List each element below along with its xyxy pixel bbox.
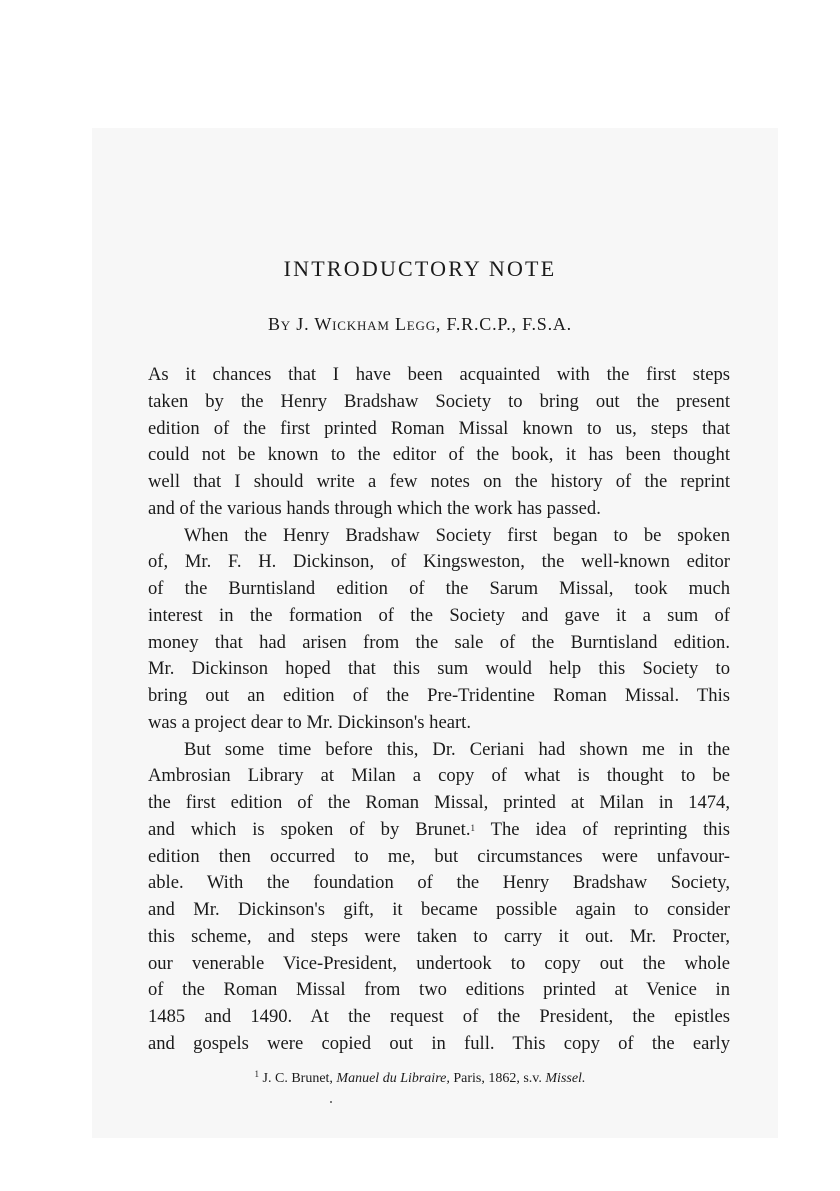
paragraph-3-line-11: 1485 and 1490. At the request of the President, the epistles — [148, 1006, 730, 1027]
paragraph-2-line-2: of, Mr. F. H. Dickinson, of Kingsweston, the well-known editor — [148, 551, 730, 573]
paragraph-1-line-3: edition of the first printed Roman Missal known to us, steps that — [148, 417, 730, 439]
paragraph-3-line-4-head: and which is spoken of by Brunet. — [148, 818, 471, 840]
footnote-author: J. C. Brunet, — [262, 1071, 333, 1086]
footnote-place-year: Paris, 1862, s.v. — [453, 1071, 542, 1086]
byline-text: By J. Wickham Legg, F.R.C.P., F.S.A. — [268, 314, 572, 334]
paragraph-3-line-10: of the Roman Missal from two editions printed at Venice in — [148, 979, 730, 1001]
paragraph-3-line-6: able. With the foundation of the Henry Bradshaw Society, — [148, 872, 730, 894]
footnote-work-title: Manuel du Libraire, — [336, 1071, 450, 1086]
footnote-mark: 1 — [254, 1069, 260, 1079]
paragraph-2-line-6: Mr. Dickinson hoped that this sum would help this Society to — [148, 658, 730, 680]
paragraph-3-line-1: But some time before this, Dr. Ceriani had shown me in the — [184, 738, 730, 760]
paragraph-3-line-5: edition then occurred to me, but circumstances were unfavour- — [148, 845, 730, 867]
paragraph-1-line-5: well that I should write a few notes on the history of the reprint — [148, 471, 730, 492]
body-text — [148, 362, 730, 1058]
page-title: INTRODUCTORY NOTE — [283, 256, 557, 281]
paragraph-3-line-12: and gospels were copied out in full. This copy of the early — [148, 1032, 730, 1054]
paragraph-2-line-7: bring out an edition of the Pre-Tridentine Roman Missal. This — [148, 685, 730, 706]
scan-speck — [330, 1101, 332, 1103]
paragraph-3-line-2: Ambrosian Library at Milan a copy of what is thought to be — [148, 765, 730, 787]
paragraph-1-line-6: and of the various hands through which the work has passed. — [148, 497, 601, 519]
paragraph-3-line-7: and Mr. Dickinson's gift, it became possible again to consider — [148, 899, 730, 920]
paragraph-2-line-4: interest in the formation of the Society and gave it a sum of — [148, 604, 730, 626]
paragraph-2-line-8: was a project dear to Mr. Dickinson's heart. — [148, 711, 471, 733]
paragraph-1-line-4: could not be known to the editor of the book, it has been thought — [148, 444, 730, 466]
footnote — [0, 1071, 840, 1087]
paragraph-2-line-5: money that had arisen from the sale of the Burntisland edition. — [148, 631, 730, 653]
paragraph-3-line-4 — [148, 817, 730, 844]
paragraph-2-line-1: When the Henry Bradshaw Society first began to be spoken — [184, 524, 730, 546]
footnote-reference-1: 1 — [470, 822, 475, 833]
paragraph-3-line-3: the first edition of the Roman Missal, printed at Milan in 1474, — [148, 792, 730, 813]
paragraph-3-line-9: our venerable Vice-President, undertook to copy out the whole — [148, 952, 730, 974]
paragraph-1-line-2: taken by the Henry Bradshaw Society to bring out the present — [148, 390, 730, 412]
paragraph-2-line-3: of the Burntisland edition of the Sarum Missal, took much — [148, 578, 730, 599]
paragraph-3-line-8: this scheme, and steps were taken to carry it out. Mr. Procter, — [148, 925, 730, 947]
paragraph-1-line-1: As it chances that I have been acquainted with the first steps — [148, 364, 730, 385]
footnote-entry: Missel. — [545, 1071, 586, 1086]
author-byline — [0, 314, 840, 335]
paragraph-3-line-4-tail: The idea of reprinting this — [490, 818, 730, 840]
